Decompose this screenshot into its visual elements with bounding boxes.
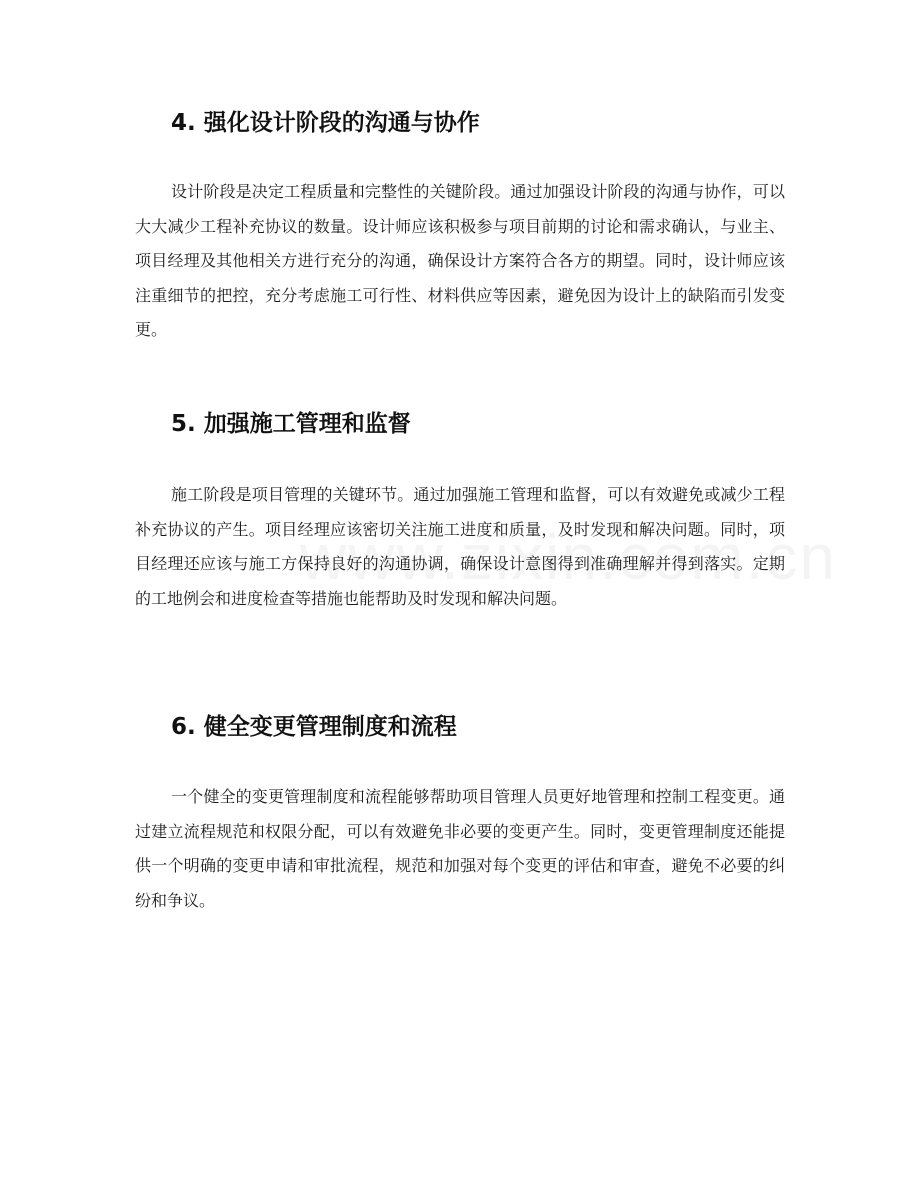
section-paragraph-4: 设计阶段是决定工程质量和完整性的关键阶段。通过加强设计阶段的沟通与协作，可以大大减少工程补充协议的数量。设计师应该积极参与项目前期的讨论和需求确认，与业主、项目经理及其他相关方进行充分的沟通，确保设计方案符合各方的期望。同时，设计师应该注重细节的把控，充分考虑施工可行性、材料供应等因素，避免因为设计上的缺陷而引发变更。 (135, 182, 785, 339)
section-heading-5: 5. 加强施工管理和监督 (171, 411, 411, 437)
section-heading-6: 6. 健全变更管理制度和流程 (171, 714, 457, 740)
section-heading-4: 4. 强化设计阶段的沟通与协作 (171, 110, 480, 136)
section-paragraph-6: 一个健全的变更管理制度和流程能够帮助项目管理人员更好地管理和控制工程变更。通过建立流程规范和权限分配，可以有效避免非必要的变更产生。同时，变更管理制度还能提供一个明确的变更申请和审批流程，规范和加强对每个变更的评估和审查，避免不必要的纠纷和争议。 (135, 787, 785, 910)
section-paragraph-5: 施工阶段是项目管理的关键环节。通过加强施工管理和监督，可以有效避免或减少工程补充协议的产生。项目经理应该密切关注施工进度和质量，及时发现和解决问题。同时，项目经理还应该与施工方保持良好的沟通协调，确保设计意图得到准确理解并得到落实。定期的工地例会和进度检查等措施也能帮助及时发现和解决问题。 (135, 485, 785, 608)
